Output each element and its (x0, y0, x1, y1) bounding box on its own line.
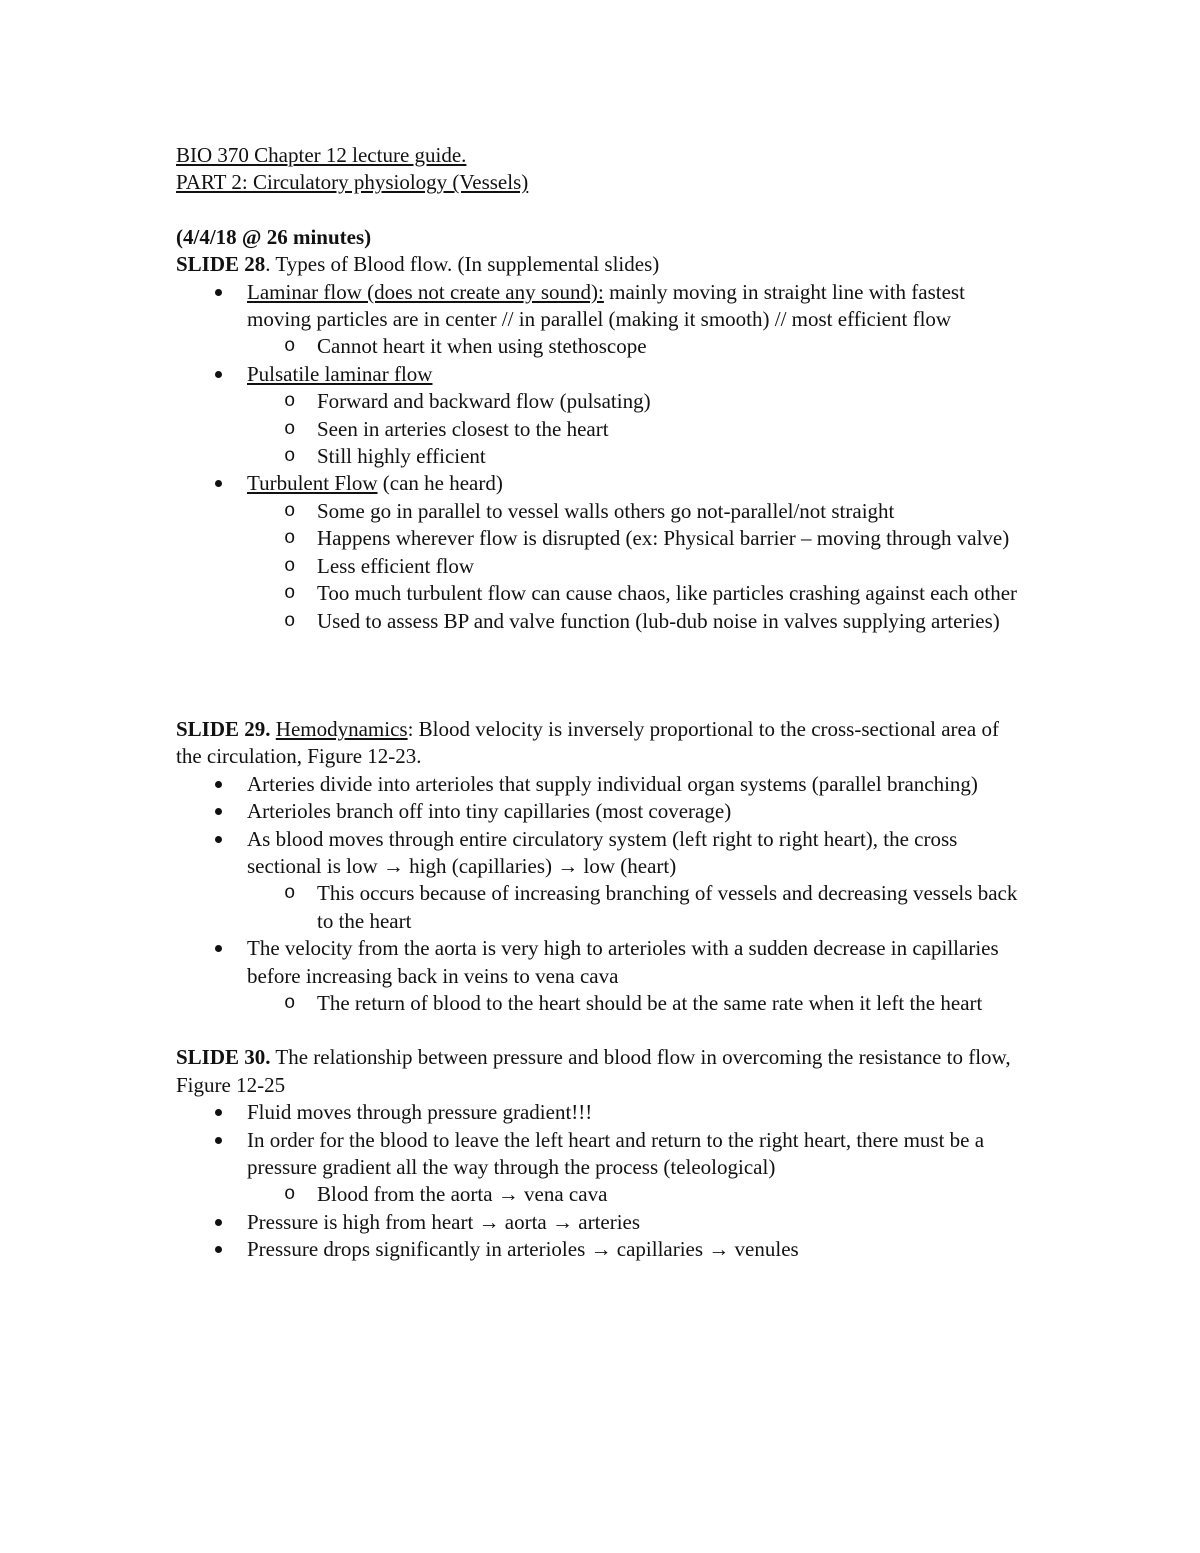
list-item: Arterioles branch off into tiny capillaries (most coverage) (176, 798, 1026, 825)
slide-29-heading (176, 716, 1026, 771)
sub-item: o This occurs because of increasing branching of vessels and decreasing vessels back to the heart (176, 880, 1026, 935)
slide-30-heading-text: The relationship between pressure and blood flow in overcoming the resistance to flow, Figure 12-25 (176, 1045, 1011, 1097)
hemodynamics-term: Hemodynamics (275, 716, 408, 741)
laminar-flow-text: mainly moving in straight line with fastest moving particles are in center // in parallel (making it smooth) // most efficient flow (247, 279, 965, 332)
slide-28-heading (176, 251, 1026, 278)
sub-item: o Less efficient flow (176, 553, 1026, 580)
list-item: The velocity from the aorta is very high to arterioles with a sudden decrease in capillaries before increasing back in veins to vena cava (176, 935, 1026, 990)
document-content (176, 142, 1026, 1264)
sub-item: o Seen in arteries closest to the heart (176, 416, 1026, 443)
sub-item: o Forward and backward flow (pulsating) (176, 388, 1026, 415)
document-subtitle: PART 2: Circulatory physiology (Vessels) (176, 170, 529, 195)
spacer (176, 1017, 1026, 1044)
turbulent-flow-text: (can he heard) (377, 471, 503, 496)
pulsatile-flow-title: Pulsatile laminar flow (247, 361, 433, 386)
list-item: Arteries divide into arterioles that supply individual organ systems (parallel branching) (176, 771, 1026, 798)
list-item: Fluid moves through pressure gradient!!! (176, 1099, 1026, 1126)
sub-item: o Cannot heart it when using stethoscope (176, 333, 1026, 360)
slide-30-list (176, 1099, 1026, 1263)
laminar-flow-title: Laminar flow (does not create any sound): (247, 279, 604, 304)
sub-item: o Used to assess BP and valve function (lub-dub noise in valves supplying arteries) (176, 608, 1026, 635)
spacer (176, 197, 1026, 224)
slide-28-heading-text: . Types of Blood flow. (In supplemental slides) (265, 252, 660, 277)
slide-30-heading (176, 1044, 1026, 1099)
lecture-timestamp: (4/4/18 @ 26 minutes) (176, 224, 372, 249)
sub-item: o The return of blood to the heart should be at the same rate when it left the heart (176, 990, 1026, 1017)
sub-item: o Too much turbulent flow can cause chaos, like particles crashing against each other (176, 580, 1026, 607)
sub-item: o Blood from the aorta → vena cava (176, 1181, 1026, 1208)
slide-28-list (176, 279, 1026, 635)
slide-29-heading-text: : Blood velocity is inversely proportional to the cross-sectional area of the circulation, Figure 12-23. (176, 716, 999, 769)
list-item-turbulent-flow (176, 470, 1026, 497)
document-title: BIO 370 Chapter 12 lecture guide. (176, 143, 467, 167)
spacer (176, 635, 1026, 689)
list-item-pulsatile-flow (176, 361, 1026, 388)
slide-28-label: SLIDE 28 (176, 252, 266, 277)
slide-29-label: SLIDE 29. (176, 716, 271, 741)
slide-30-label: SLIDE 30. (176, 1045, 271, 1070)
list-item: Pressure drops significantly in arterioles → capillaries → venules (176, 1236, 1026, 1263)
list-item: As blood moves through entire circulatory system (left right to right heart), the cross sectional is low → high (capillaries) → low (heart) (176, 826, 1026, 881)
spacer (176, 689, 1026, 716)
sub-item: o Happens wherever flow is disrupted (ex: Physical barrier – moving through valve) (176, 525, 1026, 552)
list-item: Pressure is high from heart → aorta → arteries (176, 1209, 1026, 1236)
list-item-laminar-flow (176, 279, 1026, 334)
sub-item: o Still highly efficient (176, 443, 1026, 470)
sub-item: o Some go in parallel to vessel walls others go not-parallel/not straight (176, 498, 1026, 525)
slide-29-list (176, 771, 1026, 1018)
turbulent-flow-title: Turbulent Flow (247, 471, 378, 496)
list-item: In order for the blood to leave the left heart and return to the right heart, there must be a pressure gradient all the way through the process (teleological) (176, 1127, 1026, 1182)
